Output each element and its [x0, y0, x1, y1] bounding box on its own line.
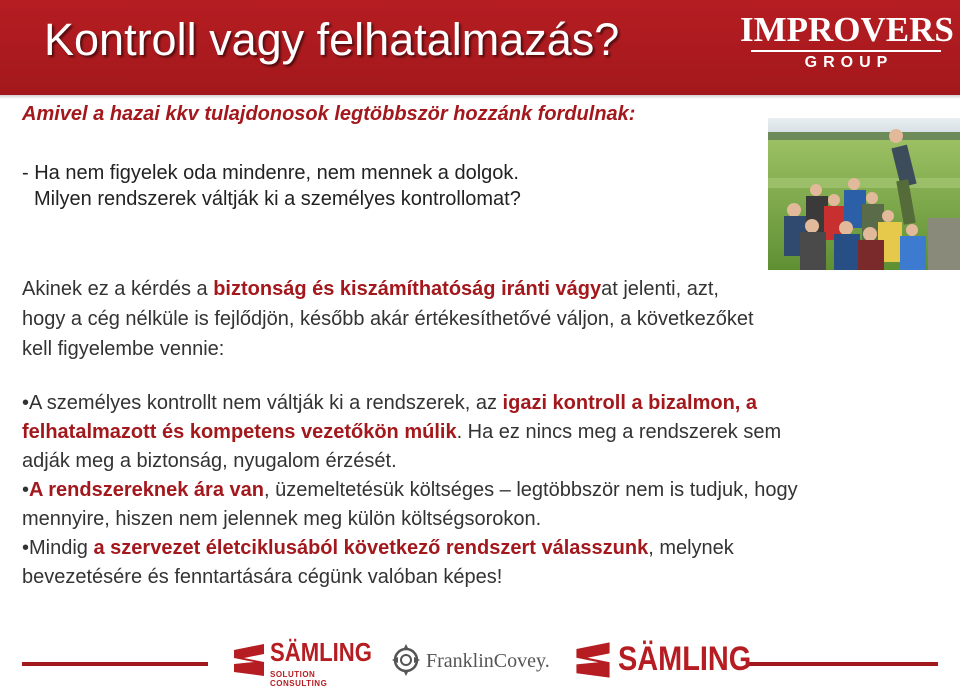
franklincovey-wordmark: FranklinCovey. [426, 650, 550, 672]
bullet-1-text: A személyes kontrollt nem váltják ki a rendszerek, az [29, 392, 503, 414]
bullet-list [22, 389, 812, 592]
intro-line-2: Milyen rendszerek váltják ki a személyes kontrollomat? [34, 188, 521, 210]
improvers-group-logo [740, 12, 952, 78]
paragraph-text-start: Akinek ez a kérdés a [22, 278, 214, 300]
samling-s-mark-icon-large [572, 640, 614, 680]
brand-main-text: IMPROVERS [740, 10, 954, 49]
samling-wordmark: SÄMLING [270, 637, 372, 667]
bullet-1-rest: . Ha ez nincs meg a rendszerek sem adják meg a biztonság, nyugalom érzését. [22, 421, 782, 472]
brand-divider [751, 50, 941, 52]
bullet-item-2: •A rendszereknek ára van, üzemeltetésük költséges – legtöbbször nem is tudjuk, hogy mennyire, hiszen nem jelennek meg külön költségsorokon. [22, 479, 798, 530]
bullet-2-text: , üzemeltetésük költséges – legtöbbször nem is tudjuk, hogy mennyire, hiszen nem jelennek meg külön költségsorokon. [22, 479, 798, 530]
bullet-item-3: •Mindig a szervezet életciklusából következő rendszert válasszunk, melynek bevezetésére és fenntartására cégünk valóban képes! [22, 537, 734, 588]
paragraph-text-rest: at jelenti, azt, hogy a cég nélküle is fejlődjön, később akár értékesíthetővé váljon, a következőket kell figyelembe vennie: [22, 278, 754, 360]
bullet-1-emphasis: igazi kontroll a bizalmon, a felhatalmazott és kompetens vezetőkön múlik [22, 392, 758, 443]
samling-logo [572, 636, 752, 682]
franklincovey-compass-icon [390, 642, 422, 676]
brand-sub-text: GROUP [804, 54, 894, 71]
bullet-item-1: •A személyes kontrollt nem váltják ki a rendszerek, az igazi kontroll a bizalmon, a felhatalmazott és kompetens vezetőkön múlik. Ha ez nincs meg a rendszerek sem adják meg a biztonság, nyugalom érzését. [22, 392, 782, 472]
footer-rule-left [22, 662, 208, 666]
slide-title: Kontroll vagy felhatalmazás? [44, 14, 620, 65]
samling-s-mark-icon [230, 642, 268, 678]
slide-header [0, 0, 960, 95]
paragraph-emphasis: biztonság és kiszámíthatóság iránti vágy [213, 278, 602, 300]
samling-tagline: SOLUTION CONSULTING [270, 670, 328, 688]
footer-rule-right [748, 662, 938, 666]
slide-footer [0, 632, 960, 688]
samling-solution-consulting-logo [230, 636, 372, 688]
bullet-3-emphasis: a szervezet életciklusából következő rendszert válasszunk [93, 537, 649, 559]
bullet-3-rest: , melynek bevezetésére és fenntartására cégünk valóban képes! [22, 537, 734, 588]
intro-line-1: - Ha nem figyelek oda mindenre, nem mennek a dolgok. [22, 162, 519, 184]
header-shadow [0, 95, 960, 99]
franklincovey-logo [390, 642, 550, 682]
bullet-3-text: Mindig [29, 537, 94, 559]
intro-block [22, 160, 521, 212]
team-trust-fall-photo [768, 118, 960, 270]
main-paragraph [22, 274, 762, 364]
slide-subtitle: Amivel a hazai kkv tulajdonosok legtöbbször hozzánk fordulnak: [22, 103, 636, 125]
samling-wordmark-large: SÄMLING [618, 640, 752, 678]
bullet-2-emphasis: A rendszereknek ára van [29, 479, 264, 501]
